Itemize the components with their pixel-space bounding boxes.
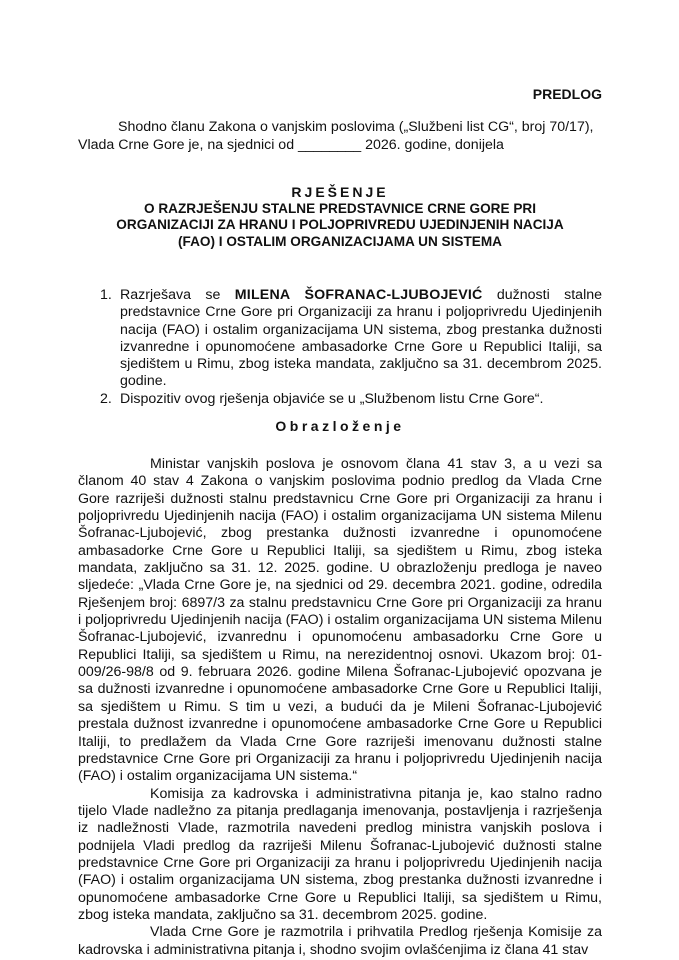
decision-items-list [78, 287, 602, 408]
decision-subtitle-line: O RAZRJEŠENJU STALNE PREDSTAVNICE CRNE GORE PRI [143, 200, 536, 216]
item-text: Dispozitiv ovog rješenja objaviće se u „Službenom listu Crne Gore“. [120, 390, 544, 407]
explanation-heading: Obrazloženje [275, 418, 405, 434]
item-number: 1. [100, 287, 112, 303]
explanation-body [78, 456, 602, 959]
decision-subtitle-line: ORGANIZACIJI ZA HRANU I POLJOPRIVREDU UJEDINJENIH NACIJA [116, 217, 564, 232]
explanation-paragraph: Komisija za kadrovska i administrativna pitanja je, kao stalno radno tijelo Vlade nadležno za pitanja predlaganja imenovanja, postavljenja i razrješenja iz nadležnosti Vlade, razmotrila navedeni predlog ministra vanjskih poslova i podnijela Vladi predlog da razriješi Milenu Šofranac-Ljubojević dužnosti stalne predstavnice Crne Gore pri Organizaciji za hranu i poljoprivredu Ujedinjenih nacija (FAO) i ostalim organizacijama UN sistema, zbog prestanka dužnosti izvanredne i opunomoćene ambasadorke Crne Gore u Republici Italiji, sa sjedištem u Rimu, zbog isteka mandata, zaključno sa 31. decembrom 2025. godine. [78, 785, 602, 923]
decision-title-block [78, 184, 602, 250]
item-number: 2. [100, 390, 112, 407]
decision-subtitle-line: (FAO) I OSTALIM ORGANIZACIJAMA UN SISTEMA [178, 233, 502, 249]
proposal-label: PREDLOG [532, 86, 602, 102]
item-prefix: Razrješava se [120, 287, 235, 303]
decision-title: RJEŠENJE [291, 184, 389, 200]
explanation-paragraph: Ministar vanjskih poslova je osnovom člana 41 stav 3, a u vezi sa članom 40 stav 4 Zakona o vanjskim poslovima podnio predlog da Vlada Crne Gore razriješi dužnosti stalnu predstavnicu Crne Gore pri Organizaciji za hranu i poljoprivredu Ujedinjenih nacija (FAO) i ostalim organizacijama UN sistema Milenu Šofranac-Ljubojević, zbog prestanka dužnosti izvanredne i opunomoćene ambasadorke Crne Gore u Republici Italiji, sa sjedištem u Rimu, zbog isteka mandata, zaključno sa 31. 12. 2025. godine. U obrazloženju predloga je naveo sljedeće: „Vlada Crne Gore je, na sjednici od 29. decembra 2021. godine, odredila Rješenjem broj: 6897/3 za stalnu predstavnicu Crne Gore pri Organizaciji za hranu i poljoprivredu Ujedinjenih nacija (FAO) i ostalim organizacijama UN sistema Milenu Šofranac-Ljubojević, izvanrednu i opunomoćenu ambasadorku Crne Gore u Republici Italiji, sa sjedištem u Rimu, na nerezidentnoj osnovi. Ukazom broj: 01-009/26-98/8 od 9. februara 2026. godine Milena Šofranac-Ljubojević opozvana je sa dužnosti izvanredne i opunomoćene ambasadorke Crne Gore u Republici Italiji, sa sjedištem u Rimu. S tim u vezi, a budući da je Mileni Šofranac-Ljubojević prestala dužnost izvanredne i opunomoćene ambasadorke Crne Gore u Republici Italiji, to predlažem da Vlada Crne Gore razriješi imenovanu dužnosti stalne predstavnice Crne Gore pri Organizaciji za hranu i poljoprivredu Ujedinjenih nacija (FAO) i ostalim organizacijama UN sistema.“ [78, 456, 602, 785]
item-text: dužnosti stalne predstavnice Crne Gore pri Organizaciji za hranu i poljoprivredu Ujedinjenih nacija (FAO) i ostalim organizacijama UN sistema, zbog prestanka dužnosti izvanredne i opunomoćene ambasadorke Crne Gore u Republici Italiji, sa sjedištem u Rimu, zbog isteka mandata, zaključno sa 31. decembrom 2025. godine. [120, 287, 602, 390]
decision-item [78, 287, 602, 391]
person-name: MILENA ŠOFRANAC-LJUBOJEVIĆ [234, 287, 483, 303]
intro-paragraph: Shodno članu Zakona o vanjskim poslovima („Službeni list CG“, broj 70/17), Vlada Crne Gore je, na sjednici od ________ 2026. godine, donijela [78, 119, 594, 153]
decision-item [78, 391, 602, 408]
explanation-paragraph: Vlada Crne Gore je razmotrila i prihvatila Predlog rješenja Komisije za kadrovska i administrativna pitanja i, shodno svojim ovlašćenjima iz člana 41 stav [78, 924, 602, 958]
